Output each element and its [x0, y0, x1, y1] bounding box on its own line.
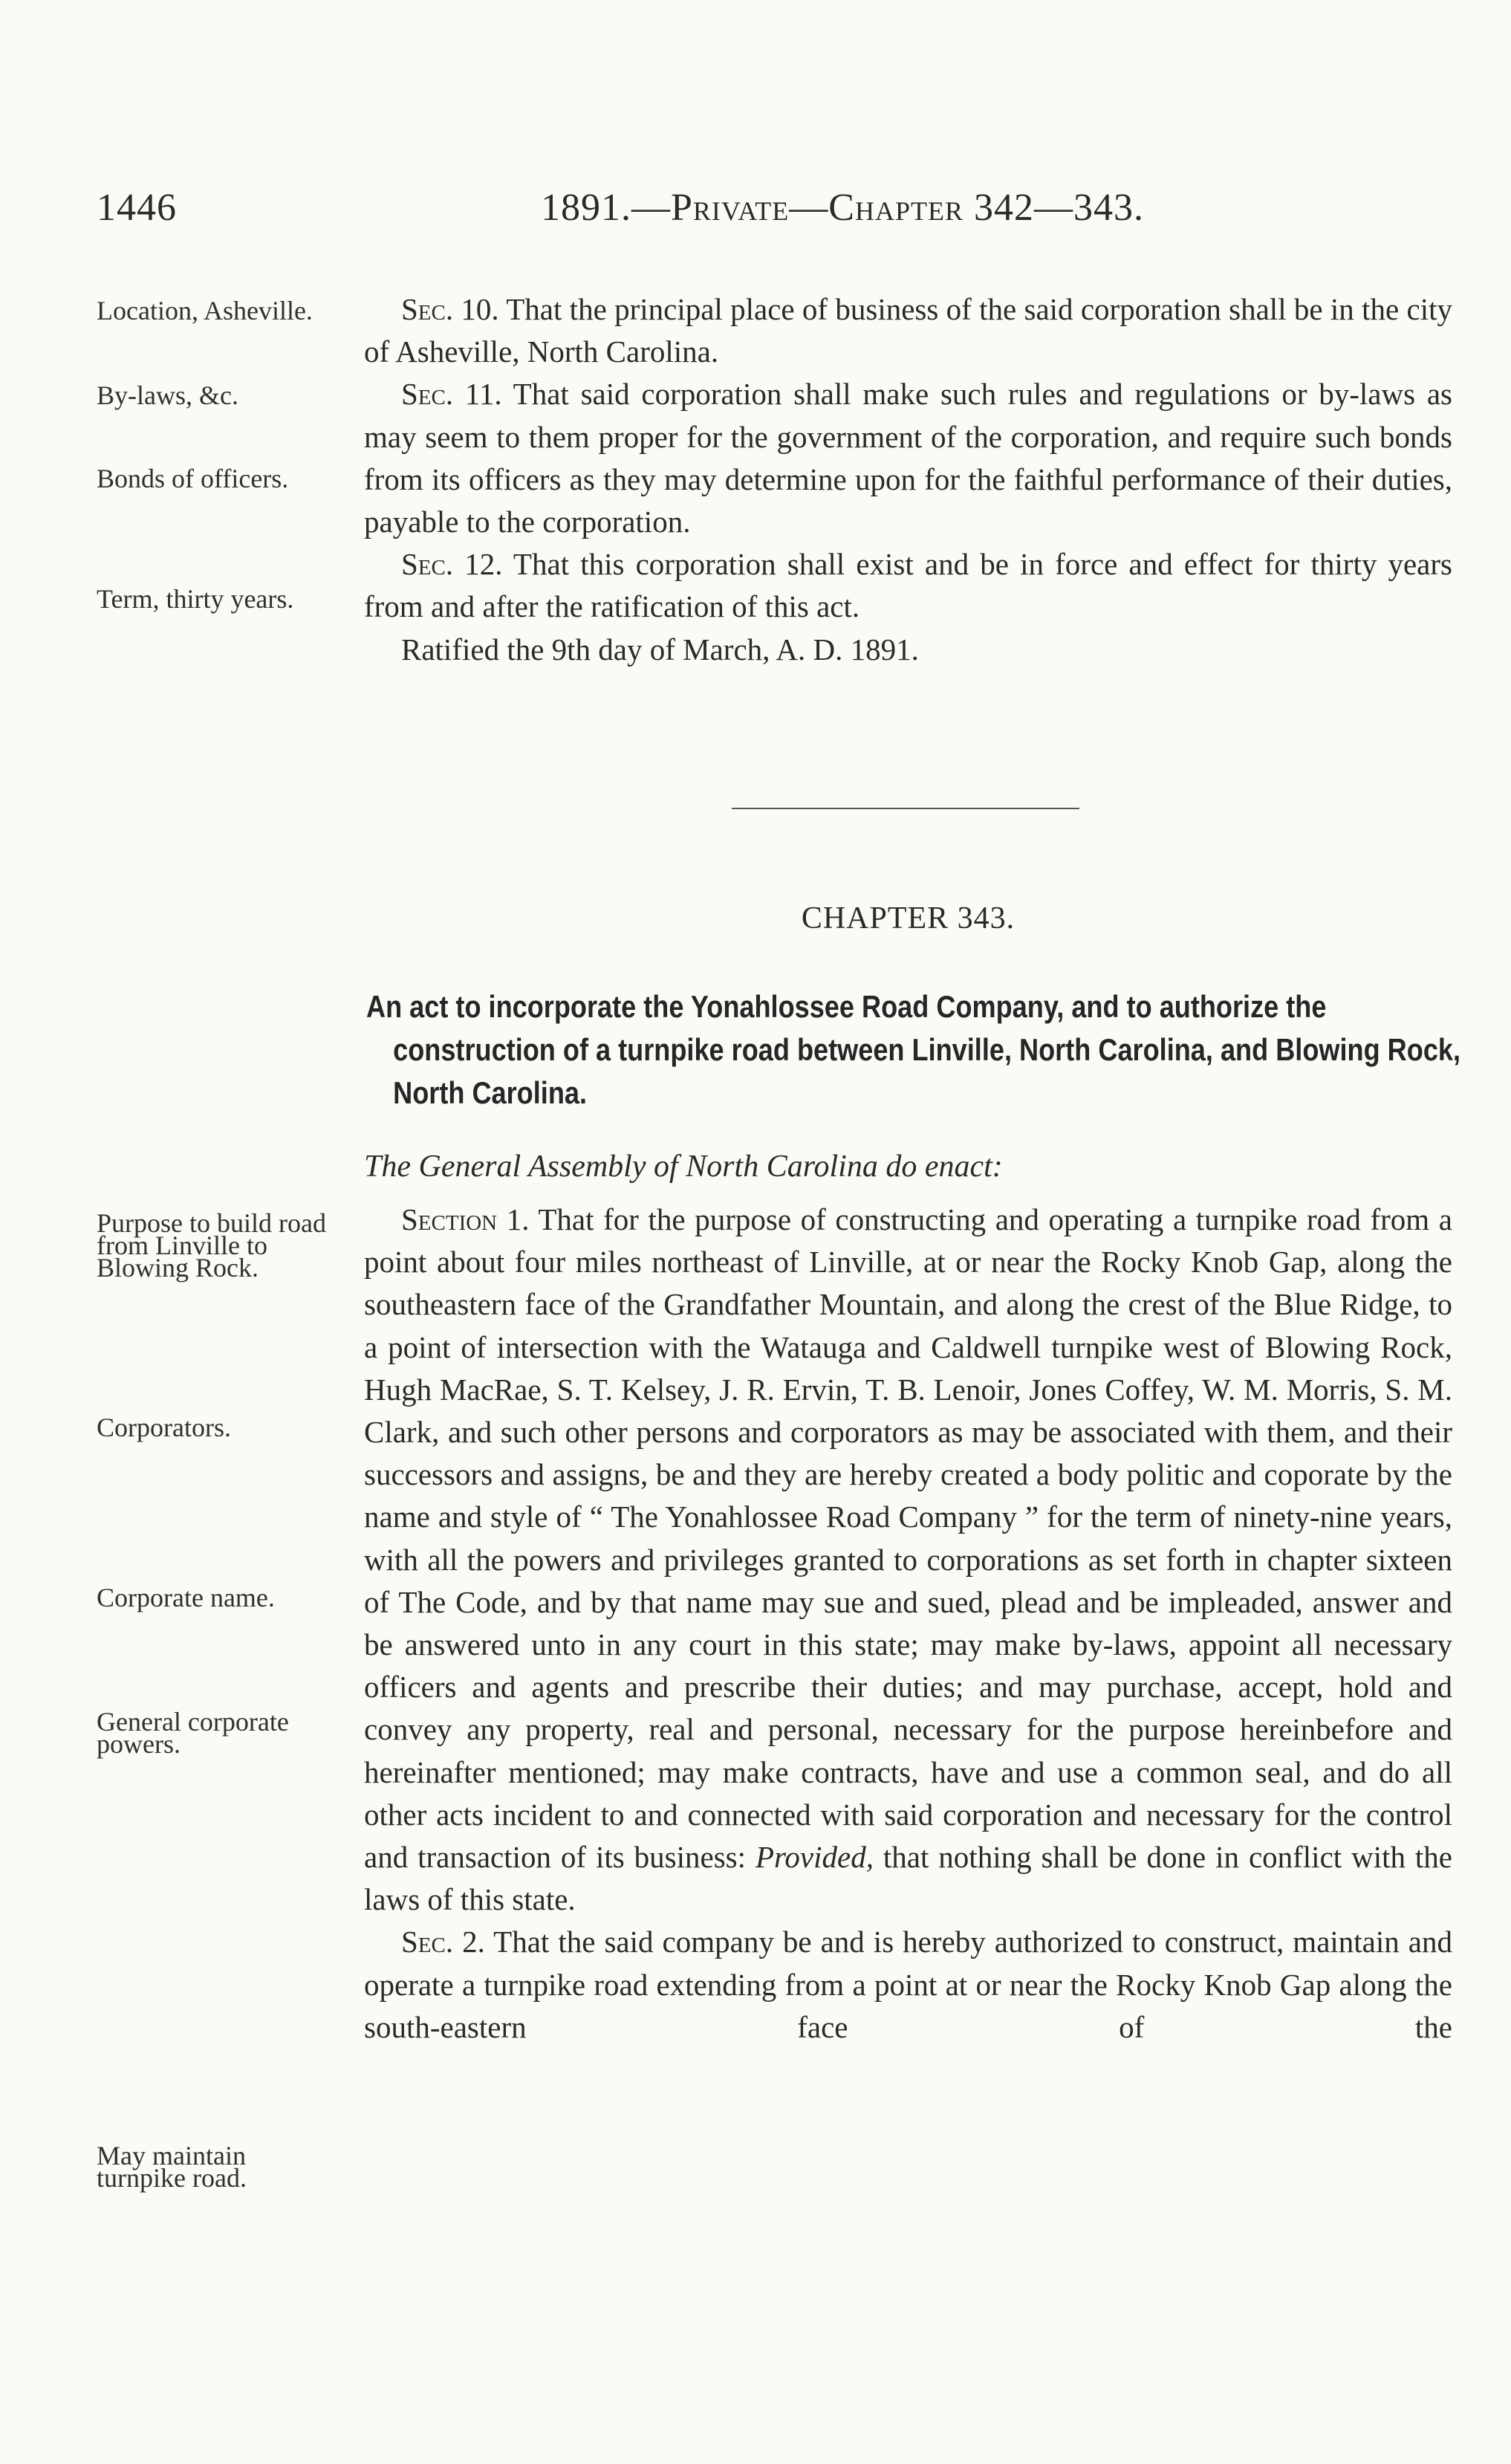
running-head — [541, 186, 1144, 230]
running-head-dash: — — [789, 187, 829, 229]
act-title: An act to incorporate the Yonahlossee Road Company, and to authorize the construction of a turnpike road between Linville, North Carolina, and Blowing Rock, North Carolina. — [366, 989, 1461, 1110]
chapter-342-text — [364, 288, 1452, 671]
section-11-label: Sec. 11. — [401, 377, 502, 412]
margin-note-corporate-name: Corporate name. — [97, 1583, 275, 1612]
section-12 — [364, 543, 1452, 628]
section-12-text: That this corporation shall exist and be in force and effect for thirty years from and after the ratification of this act. — [364, 547, 1452, 624]
chapter-heading: CHAPTER 343. — [801, 901, 1016, 936]
page-number: 1446 — [97, 187, 177, 229]
section-1-provided: Provided, — [755, 1840, 874, 1875]
chapter-divider — [732, 808, 1079, 809]
margin-note-bylaws: By-laws, &c. — [97, 380, 238, 410]
section-12-label: Sec. 12. — [401, 547, 503, 582]
section-11-text: That said corporation shall make such rules and regulations or by-laws as may seem to them proper for the government of the corporation, and require such bonds from its officers as they may determine upon for the faithful performance of their duties, payable to the corporation. — [364, 377, 1452, 539]
page-header — [97, 186, 1449, 238]
margin-note-bonds: Bonds of officers. — [97, 464, 289, 493]
chapter-343-text — [364, 1199, 1452, 2049]
section-10-label: Sec. 10. — [401, 292, 499, 326]
margin-note-location: Location, Asheville. — [97, 296, 313, 325]
running-head-private: Private — [671, 187, 790, 229]
running-head-chapters: 342—343. — [963, 187, 1144, 229]
section-1-text-a: That for the purpose of constructing and operating a turnpike road from a point about four miles northeast of Linville, at or near the Rocky Knob Gap, along the southeastern face of the Grandfather Mountain, and along the crest of the Blue Ridge, to a point of intersection with the Watauga and Caldwell turnpike west of Blowing Rock, Hugh MacRae, S. T. Kelsey, J. R. Ervin, T. B. Lenoir, Jones Coffey, W. M. Morris, S. M. Clark, and such other persons and corporators as may be associated with them, and their successors and assigns, be and they are hereby created a body politic and coporate by the name and style of “ The Yonahlossee Road Company ” for the term of ninety-nine years, with all the powers and privileges granted to corporations as set forth in chapter sixteen of The Code, and by that name may sue and sued, plead and be impleaded, answer and be answered unto in any court in this state; may make by-laws, appoint all necessary officers and agents and prescribe their duties; and may purchase, accept, hold and convey any property, real and personal, necessary for the purpose hereinbefore and hereinafter mentioned; may make contracts, have and use a common seal, and do all other acts incident to and connected with said corporation and necessary for the control and transaction of its business: — [364, 1202, 1452, 1875]
section-11 — [364, 373, 1452, 543]
section-2 — [364, 1921, 1452, 2049]
section-10-text: That the principal place of business of the said corporation shall be in the city of Asheville, North Carolina. — [364, 292, 1452, 369]
margin-note-term: Term, thirty years. — [97, 584, 294, 614]
running-head-chapter-word: Chapter — [828, 187, 964, 229]
section-1-text-b: that nothing shall be done in conflict with the laws of this state. — [364, 1840, 1453, 1917]
running-head-year: 1891.— — [541, 187, 671, 229]
margin-note-corporators: Corporators. — [97, 1413, 231, 1442]
section-2-label: Sec. 2. — [401, 1925, 485, 1959]
section-10 — [364, 288, 1452, 373]
section-2-text: That the said company be and is hereby authorized to construct, maintain and operate a turnpike road extending from a point at or near the Rocky Knob Gap along the south-eastern face of the — [364, 1925, 1453, 2044]
section-1-label: Section 1. — [401, 1202, 530, 1236]
margin-note-general-powers: General corporate powers. — [97, 1707, 289, 1759]
margin-note-maintain: May maintain turnpike road. — [97, 2141, 247, 2193]
enacting-clause: The General Assembly of North Carolina do enact: — [364, 1150, 1003, 1184]
section-1 — [364, 1199, 1452, 1921]
margin-note-purpose: Purpose to build road from Linville to Blowing Rock. — [97, 1208, 326, 1283]
ratification-line: Ratified the 9th day of March, A. D. 1891. — [401, 632, 919, 667]
